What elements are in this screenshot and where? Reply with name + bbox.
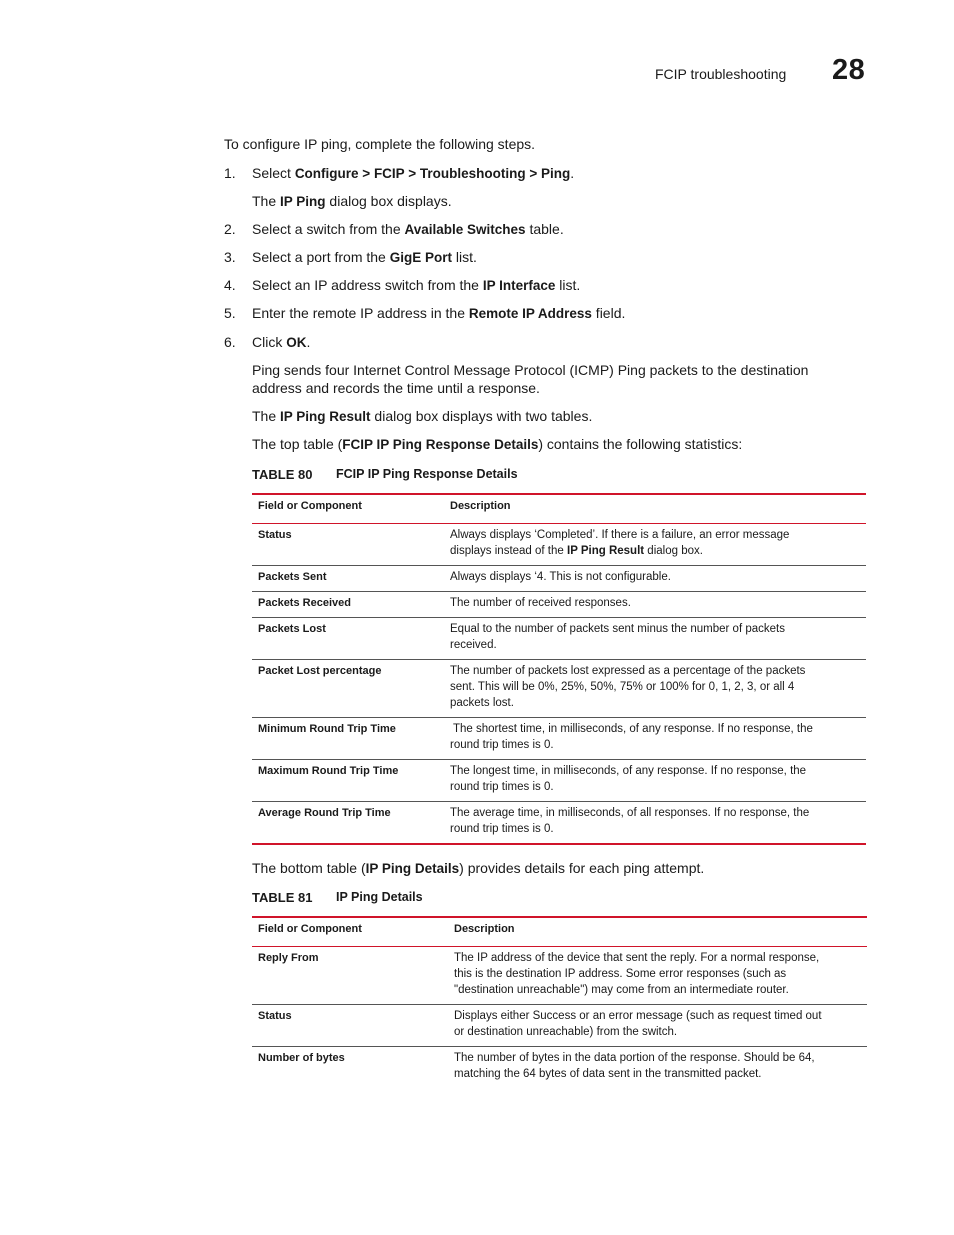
note-text: The	[252, 193, 281, 209]
menu-path: Configure > FCIP > Troubleshooting > Ping	[294, 166, 571, 181]
field-cell: Minimum Round Trip Time	[258, 723, 396, 735]
ui-term: Available Switches	[404, 222, 526, 237]
description-line: round trip times is 0.	[450, 823, 554, 835]
table-title: IP Ping Details	[336, 890, 423, 904]
step-2-text	[252, 220, 564, 239]
description-line: Always displays ‘4. This is not configurable.	[450, 571, 671, 583]
table-row	[252, 524, 866, 566]
table-name: FCIP IP Ping Response Details	[342, 437, 539, 452]
description-text: dialog box.	[644, 545, 703, 557]
step-text: Enter the remote IP address in the	[252, 305, 469, 321]
description-text: displays instead of the	[450, 545, 567, 557]
field-cell: Status	[258, 1010, 292, 1022]
description-line: Always displays ‘Completed’. If there is a failure, an error message	[450, 529, 790, 541]
field-cell: Packet Lost percentage	[258, 665, 382, 677]
field-cell: Packets Received	[258, 597, 351, 609]
body-text: ) provides details for each ping attempt.	[459, 860, 705, 876]
step-text: Select a port from the	[252, 249, 390, 265]
table-row	[252, 566, 866, 592]
body-text: The	[252, 408, 281, 424]
description-line: The longest time, in milliseconds, of any response. If no response, the	[450, 765, 807, 777]
column-header: Description	[454, 923, 515, 935]
table-row	[252, 947, 867, 1005]
description-cell	[448, 1047, 867, 1089]
step-text: Select a switch from the	[252, 221, 405, 237]
step-number: 4.	[224, 277, 236, 293]
table-label: TABLE 80	[252, 467, 313, 482]
column-header: Field or Component	[258, 500, 362, 512]
step-text: field.	[591, 305, 626, 321]
field-cell: Maximum Round Trip Time	[258, 765, 399, 777]
field-cell: Average Round Trip Time	[258, 807, 391, 819]
ui-term: GigE Port	[389, 250, 452, 265]
bottom-table-text	[252, 859, 704, 878]
table-row	[252, 802, 866, 845]
table-80	[252, 493, 866, 845]
step-3-text	[252, 248, 477, 267]
description-line: The number of received responses.	[450, 597, 631, 609]
table-row	[252, 592, 866, 618]
table-label: TABLE 81	[252, 890, 313, 905]
description-cell	[444, 524, 866, 566]
ui-term: Remote IP Address	[468, 306, 592, 321]
description-line: matching the 64 bytes of data sent in the transmitted packet.	[454, 1068, 762, 1080]
body-text: ) contains the following statistics:	[538, 436, 743, 452]
step-4-text	[252, 276, 580, 295]
description-line: received.	[450, 639, 497, 651]
table-header-row	[252, 917, 867, 947]
description-cell	[448, 1005, 867, 1047]
note-text: dialog box displays.	[325, 193, 452, 209]
description-line: The IP address of the device that sent the reply. For a normal response,	[454, 952, 820, 964]
result-dialog-text	[252, 407, 592, 426]
table-row	[252, 1047, 867, 1089]
table-title: FCIP IP Ping Response Details	[336, 467, 518, 481]
description-line: or destination unreachable) from the switch.	[454, 1026, 678, 1038]
table-row	[252, 618, 866, 660]
ui-term: IP Interface	[482, 278, 556, 293]
table-81-caption	[252, 890, 423, 905]
description-cell	[444, 592, 866, 618]
ping-description-line: address and records the time until a response.	[252, 380, 540, 396]
description-cell	[444, 760, 866, 802]
description-line: this is the destination IP address. Some error responses (such as	[454, 968, 787, 980]
step-text: list.	[452, 249, 477, 265]
table-name: IP Ping Details	[365, 861, 460, 876]
description-line: sent. This will be 0%, 25%, 50%, 75% or 100% for 0, 1, 2, 3, or all 4	[450, 681, 795, 693]
table-row	[252, 718, 866, 760]
description-line: The shortest time, in milliseconds, of any response. If no response, the	[450, 723, 813, 735]
step-6-text	[252, 333, 310, 352]
step-number: 3.	[224, 249, 236, 265]
ui-term: OK	[286, 335, 307, 350]
step-text: .	[306, 334, 311, 350]
description-line: "destination unreachable") may come from an intermediate router.	[454, 984, 789, 996]
step-1-text	[252, 164, 574, 183]
field-cell: Status	[258, 529, 292, 541]
step-text: list.	[555, 277, 581, 293]
table-row	[252, 660, 866, 718]
step-number: 5.	[224, 305, 236, 321]
ping-description-line: Ping sends four Internet Control Message Protocol (ICMP) Ping packets to the destination	[252, 362, 809, 378]
field-cell: Packets Sent	[258, 571, 327, 583]
description-line: round trip times is 0.	[450, 739, 554, 751]
description-line: round trip times is 0.	[450, 781, 554, 793]
step-text: Click	[252, 334, 287, 350]
table-row	[252, 760, 866, 802]
description-cell	[444, 566, 866, 592]
dialog-name: IP Ping Result	[567, 545, 645, 557]
description-line: The number of packets lost expressed as a percentage of the packets	[450, 665, 806, 677]
table-header-row	[252, 494, 866, 524]
column-header: Field or Component	[258, 923, 362, 935]
description-line: packets lost.	[450, 697, 514, 709]
step-text: Select	[252, 165, 295, 181]
description-line	[450, 543, 860, 559]
step-number: 6.	[224, 334, 236, 350]
column-header: Description	[450, 500, 511, 512]
step-5-text	[252, 304, 625, 323]
body-text: dialog box displays with two tables.	[370, 408, 593, 424]
step-number: 1.	[224, 165, 236, 181]
table-81	[252, 916, 867, 1088]
table-row	[252, 1005, 867, 1047]
description-line: Equal to the number of packets sent minus the number of packets	[450, 623, 785, 635]
top-table-text	[252, 435, 742, 454]
description-cell	[444, 718, 866, 760]
section-title: FCIP troubleshooting	[655, 66, 787, 82]
body-text: The bottom table (	[252, 860, 366, 876]
step-text: table.	[525, 221, 564, 237]
dialog-name: IP Ping Result	[280, 409, 371, 424]
field-cell: Number of bytes	[258, 1052, 345, 1064]
description-cell	[444, 802, 866, 845]
dialog-name: IP Ping	[280, 194, 326, 209]
step-1-note	[252, 192, 452, 211]
description-cell	[448, 947, 867, 1005]
description-line: The average time, in milliseconds, of all responses. If no response, the	[450, 807, 810, 819]
body-text: The top table (	[252, 436, 343, 452]
step-number: 2.	[224, 221, 236, 237]
field-cell: Packets Lost	[258, 623, 326, 635]
step-text: .	[570, 165, 575, 181]
description-cell	[444, 618, 866, 660]
table-80-caption	[252, 467, 518, 482]
description-line: The number of bytes in the data portion of the response. Should be 64,	[454, 1052, 815, 1064]
description-line: Displays either Success or an error message (such as request timed out	[454, 1010, 822, 1022]
page-header	[0, 52, 954, 92]
intro-text: To configure IP ping, complete the following steps.	[224, 136, 536, 152]
description-cell	[444, 660, 866, 718]
field-cell: Reply From	[258, 952, 319, 964]
chapter-number: 28	[832, 54, 866, 86]
step-text: Select an IP address switch from the	[252, 277, 483, 293]
